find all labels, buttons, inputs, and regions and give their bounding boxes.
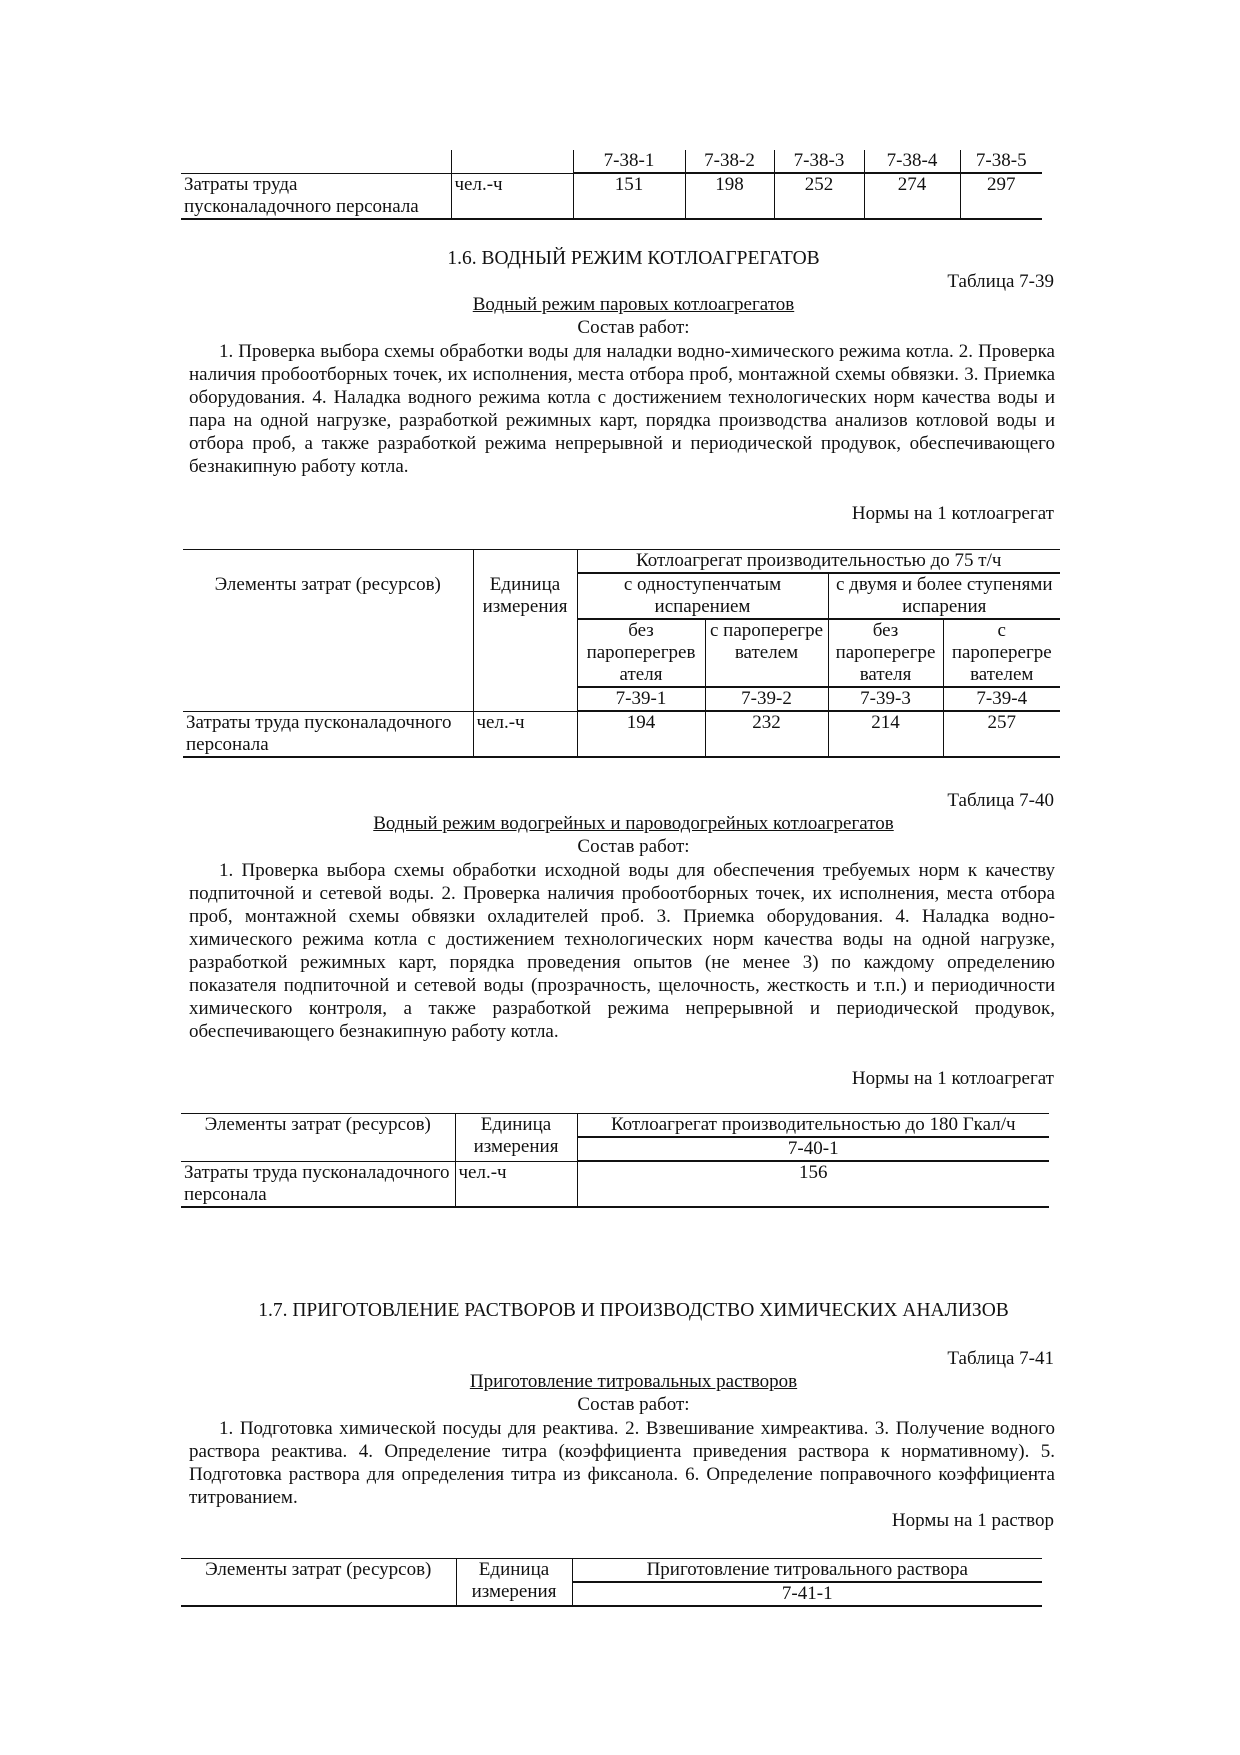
code-cell: 7-41-1 xyxy=(572,1582,1042,1606)
norms-label: Нормы на 1 котлоагрегат xyxy=(851,1068,1054,1089)
section-heading: 1.6. ВОДНЫЙ РЕЖИМ КОТЛОАГРЕГАТОВ xyxy=(447,248,820,269)
row-unit: чел.-ч xyxy=(455,1161,577,1207)
header-unit: Единица измерения xyxy=(473,550,577,712)
code-cell: 7-39-1 xyxy=(577,687,705,711)
header-with-superheater: с пароперегре вателем xyxy=(705,619,828,687)
row-unit: чел.-ч xyxy=(473,711,577,757)
code-cell: 7-40-1 xyxy=(577,1137,1049,1161)
value-cell: 274 xyxy=(864,173,960,219)
header-main: Котлоагрегат производительностью до 180 Гкал/ч xyxy=(577,1114,1049,1138)
header-elements: Элементы затрат (ресурсов) xyxy=(181,1114,455,1162)
work-heading: Состав работ: xyxy=(577,836,690,857)
code-cell: 7-38-4 xyxy=(864,150,960,173)
header-elements: Элементы затрат (ресурсов) xyxy=(181,1559,456,1607)
code-cell: 7-38-1 xyxy=(573,150,685,173)
row-label: Затраты труда пусконаладочного персонала xyxy=(181,173,451,219)
work-heading: Состав работ: xyxy=(577,1394,690,1415)
value-cell: 194 xyxy=(577,711,705,757)
norms-label: Нормы на 1 котлоагрегат xyxy=(851,503,1054,524)
value-cell: 257 xyxy=(943,711,1060,757)
table-number: Таблица 7-39 xyxy=(947,271,1054,292)
header-unit: Единица измерения xyxy=(455,1114,577,1162)
header-two-stage: с двумя и более ступенями испарения xyxy=(828,573,1060,619)
table-7-39 xyxy=(183,549,1060,758)
value-cell: 232 xyxy=(705,711,828,757)
code-cell: 7-39-4 xyxy=(943,687,1060,711)
work-description: 1. Подготовка химической посуды для реактива. 2. Взвешивание химреактива. 3. Получение водного раствора реактива. 4. Определение титра (коэффициента приведения раствора к нормативному). 5. Подготовка раствора для определения титра из фиксанола. 6. Определение поправочного коэффициента титрованием. xyxy=(189,1418,1055,1508)
table-title: Водный режим паровых котлоагрегатов xyxy=(472,294,795,315)
row-label: Затраты труда пусконаладочного персонала xyxy=(181,1161,455,1207)
work-heading: Состав работ: xyxy=(577,317,690,338)
code-cell: 7-39-3 xyxy=(828,687,943,711)
header-unit: Единица измерения xyxy=(456,1559,572,1607)
header-main: Котлоагрегат производительностью до 75 т/ч xyxy=(577,550,1060,574)
value-cell: 198 xyxy=(685,173,774,219)
header-without-superheater: без пароперегрев ателя xyxy=(577,619,705,687)
header-elements: Элементы затрат (ресурсов) xyxy=(183,550,473,712)
code-cell: 7-39-2 xyxy=(705,687,828,711)
value-cell: 297 xyxy=(960,173,1042,219)
work-description: 1. Проверка выбора схемы обработки воды для наладки водно-химического режима котла. 2. Проверка наличия пробоотборных точек, их исполнения, места отбора проб, монтажной схемы обвязки. 3. Приемка оборудования. 4. Наладка водного режима котла с достижением технологических норм качества воды и пара на одной нагрузке, разработкой режимных карт, порядка производства анализов котловой воды и отбора проб, а также разработкой режима непрерывной и периодической продувок, обеспечивающего безнакипную работу котла. xyxy=(189,341,1055,477)
table-7-40 xyxy=(181,1113,1049,1208)
code-cell: 7-38-5 xyxy=(960,150,1042,173)
header-with-superheater: с пароперегре вателем xyxy=(943,619,1060,687)
header-main: Приготовление титровального раствора xyxy=(572,1559,1042,1583)
table-title: Водный режим водогрейных и пароводогрейных котлоагрегатов xyxy=(373,813,894,834)
value-cell: 156 xyxy=(577,1161,1049,1207)
table-7-41 xyxy=(181,1558,1042,1607)
table-number: Таблица 7-40 xyxy=(947,790,1054,811)
section-heading: 1.7. ПРИГОТОВЛЕНИЕ РАСТВОРОВ И ПРОИЗВОДСТВО ХИМИЧЕСКИХ АНАЛИЗОВ xyxy=(258,1300,1009,1321)
header-one-stage: с одноступенчатым испарением xyxy=(577,573,828,619)
value-cell: 252 xyxy=(774,173,864,219)
header-without-superheater: без пароперегре вателя xyxy=(828,619,943,687)
table-7-38 xyxy=(181,150,1042,220)
value-cell: 151 xyxy=(573,173,685,219)
norms-label: Нормы на 1 раствор xyxy=(891,1510,1054,1531)
row-label: Затраты труда пусконаладочного персонала xyxy=(183,711,473,757)
code-cell: 7-38-2 xyxy=(685,150,774,173)
value-cell: 214 xyxy=(828,711,943,757)
code-cell: 7-38-3 xyxy=(774,150,864,173)
table-number: Таблица 7-41 xyxy=(947,1348,1054,1369)
table-title: Приготовление титровальных растворов xyxy=(469,1371,798,1392)
work-description: 1. Проверка выбора схемы обработки исходной воды для обеспечения требуемых норм к качеству подпиточной и сетевой воды. 2. Проверка наличия пробоотборных точек, их исполнения, места отбора проб, монтажной схемы обвязки охладителей проб. 3. Приемка оборудования. 4. Наладка водно-химического режима котла с достижением технологических норм качества воды на одной нагрузке, разработкой режимных карт, порядка проведения опытов (не менее 3) по каждому определению показателя подпиточной и сетевой воды (прозрачность, щелочность, жесткость и т.п.) и периодичности химического контроля, а также разработкой режима непрерывной и периодической продувок, обеспечивающего безнакипную работу котла. xyxy=(189,860,1055,1042)
row-unit: чел.-ч xyxy=(451,173,573,219)
